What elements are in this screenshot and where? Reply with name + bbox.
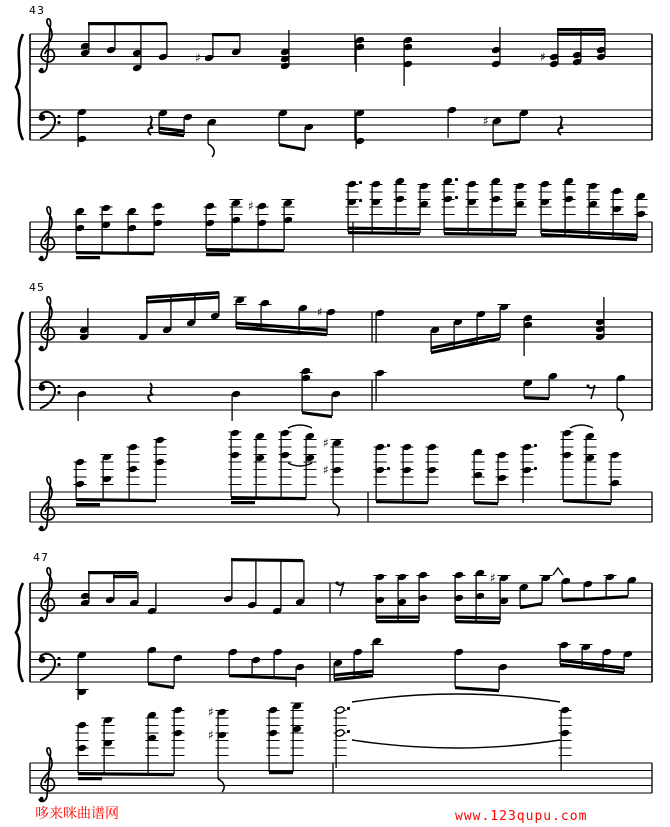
svg-text:♯: ♯: [490, 571, 496, 585]
site-name-text: 哆来咪曲谱网: [35, 806, 119, 822]
site-url-link[interactable]: www.123qupu.com: [455, 809, 588, 824]
measure-number-45: 45: [29, 281, 45, 294]
svg-text:♯: ♯: [323, 463, 329, 477]
measure-number-43: 43: [29, 4, 45, 17]
svg-text:♯: ♯: [208, 728, 214, 742]
measure-number-47: 47: [33, 551, 49, 564]
svg-text:♯: ♯: [483, 114, 489, 128]
svg-text:♯: ♯: [323, 436, 329, 450]
svg-text:♯: ♯: [317, 305, 323, 319]
svg-text:♯: ♯: [195, 51, 201, 65]
svg-text:♯: ♯: [248, 199, 254, 213]
svg-text:♯: ♯: [208, 705, 214, 719]
svg-text:♯: ♯: [540, 50, 546, 64]
